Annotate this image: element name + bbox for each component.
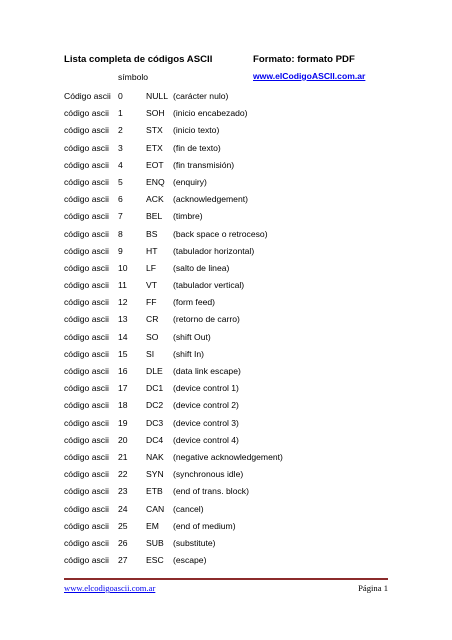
code-label: código ascii: [64, 486, 109, 497]
code-abbreviation: DC1: [146, 383, 164, 394]
code-number: 13: [118, 314, 128, 325]
code-label: código ascii: [64, 400, 109, 411]
code-number: 19: [118, 417, 128, 428]
code-description: (negative acknowledgement): [173, 451, 283, 462]
list-item: [0, 503, 452, 520]
code-label: código ascii: [64, 194, 109, 205]
code-abbreviation: SYN: [146, 469, 164, 480]
code-abbreviation: CAN: [146, 503, 165, 514]
code-description: (inicio encabezado): [173, 108, 248, 119]
list-item: [0, 485, 452, 502]
list-item: [0, 210, 452, 227]
page-number: Página 1: [358, 583, 388, 593]
code-number: 6: [118, 194, 123, 205]
code-description: (salto de linea): [173, 262, 230, 273]
code-number: 22: [118, 469, 128, 480]
code-abbreviation: LF: [146, 262, 157, 273]
code-description: (device control 2): [173, 400, 239, 411]
code-number: 9: [118, 245, 123, 256]
list-item: [0, 417, 452, 434]
code-number: 25: [118, 520, 128, 531]
code-abbreviation: ETX: [146, 142, 163, 153]
code-description: (device control 4): [173, 434, 239, 445]
code-label: código ascii: [64, 451, 109, 462]
code-abbreviation: NAK: [146, 451, 164, 462]
code-description: (retorno de carro): [173, 314, 240, 325]
code-label: código ascii: [64, 297, 109, 308]
code-number: 1: [118, 108, 123, 119]
code-number: 3: [118, 142, 123, 153]
footer-website-link[interactable]: www.elcodigoascii.com.ar: [64, 583, 156, 593]
code-abbreviation: SUB: [146, 537, 164, 548]
code-abbreviation: HT: [146, 245, 158, 256]
list-item: [0, 554, 452, 571]
code-label: código ascii: [64, 280, 109, 291]
symbol-column-heading: símbolo: [118, 72, 149, 82]
code-description: (end of trans. block): [173, 486, 249, 497]
code-abbreviation: VT: [146, 280, 157, 291]
code-description: (substitute): [173, 537, 216, 548]
code-label: código ascii: [64, 383, 109, 394]
code-abbreviation: BEL: [146, 211, 163, 222]
code-abbreviation: DC3: [146, 417, 164, 428]
code-number: 2: [118, 125, 123, 136]
list-item: [0, 159, 452, 176]
list-item: [0, 313, 452, 330]
code-abbreviation: SO: [146, 331, 159, 342]
code-description: (tabulador horizontal): [173, 245, 255, 256]
code-description: (enquiry): [173, 176, 207, 187]
format-label: Formato: formato PDF: [253, 54, 355, 65]
code-description: (device control 1): [173, 383, 239, 394]
code-number: 4: [118, 159, 123, 170]
code-number: 21: [118, 451, 128, 462]
code-abbreviation: EM: [146, 520, 159, 531]
page-title: Lista completa de códigos ASCII: [64, 54, 213, 65]
code-abbreviation: SOH: [146, 108, 165, 119]
code-label: código ascii: [64, 503, 109, 514]
list-item: [0, 468, 452, 485]
code-label: código ascii: [64, 176, 109, 187]
code-description: (cancel): [173, 503, 204, 514]
list-item: [0, 279, 452, 296]
list-item: [0, 331, 452, 348]
list-item: [0, 365, 452, 382]
code-label: código ascii: [64, 366, 109, 376]
code-description: (data link escape): [173, 366, 241, 376]
list-item: [0, 520, 452, 537]
code-abbreviation: SI: [146, 348, 155, 359]
list-item: [0, 193, 452, 210]
code-label: código ascii: [64, 520, 109, 531]
code-label: código ascii: [64, 142, 109, 153]
code-abbreviation: CR: [146, 314, 159, 325]
list-item: [0, 348, 452, 365]
code-label: código ascii: [64, 211, 109, 222]
code-label: código ascii: [64, 537, 109, 548]
code-label: código ascii: [64, 159, 109, 170]
code-number: 8: [118, 228, 123, 239]
code-description: (end of medium): [173, 520, 236, 531]
code-description: (tabulador vertical): [173, 280, 245, 291]
ascii-code-list: [0, 90, 452, 571]
code-label: código ascii: [64, 125, 109, 136]
code-description: (form feed): [173, 297, 216, 308]
list-item: [0, 142, 452, 159]
list-item: [0, 296, 452, 313]
code-description: (shift In): [173, 348, 205, 359]
list-item: [0, 245, 452, 262]
code-number: 14: [118, 331, 128, 342]
code-label: código ascii: [64, 331, 109, 342]
list-item: [0, 434, 452, 451]
list-item: [0, 399, 452, 416]
code-label: código ascii: [64, 228, 109, 239]
code-abbreviation: ACK: [146, 194, 164, 205]
code-description: (device control 3): [173, 417, 239, 428]
header-website-link[interactable]: www.elCodigoASCII.com.ar: [253, 71, 366, 81]
code-description: (carácter nulo): [173, 91, 229, 101]
code-abbreviation: ENQ: [146, 176, 165, 187]
code-number: 17: [118, 383, 128, 394]
code-number: 11: [118, 280, 127, 291]
code-description: (back space o retroceso): [173, 228, 268, 239]
code-description: (escape): [173, 555, 207, 566]
list-item: [0, 107, 452, 124]
code-number: 27: [118, 555, 128, 566]
list-item: [0, 382, 452, 399]
code-number: 12: [118, 297, 128, 308]
code-label: Código ascii: [64, 91, 111, 101]
code-number: 26: [118, 537, 128, 548]
list-item: [0, 262, 452, 279]
code-abbreviation: ESC: [146, 555, 164, 566]
list-item: [0, 90, 452, 107]
code-description: (synchronous idle): [173, 469, 244, 480]
code-description: (inicio texto): [173, 125, 220, 136]
code-abbreviation: DC4: [146, 434, 164, 445]
code-number: 23: [118, 486, 128, 497]
code-label: código ascii: [64, 417, 109, 428]
code-description: (timbre): [173, 211, 203, 222]
code-label: código ascii: [64, 348, 109, 359]
code-label: código ascii: [64, 314, 109, 325]
code-number: 16: [118, 366, 128, 376]
code-number: 7: [118, 211, 123, 222]
code-number: 20: [118, 434, 128, 445]
list-item: [0, 176, 452, 193]
code-number: 0: [118, 91, 123, 101]
code-description: (acknowledgement): [173, 194, 248, 205]
code-number: 18: [118, 400, 128, 411]
list-item: [0, 451, 452, 468]
code-description: (shift Out): [173, 331, 211, 342]
code-abbreviation: BS: [146, 228, 158, 239]
code-label: código ascii: [64, 469, 109, 480]
code-description: (fin de texto): [173, 142, 221, 153]
code-abbreviation: FF: [146, 297, 157, 308]
code-label: código ascii: [64, 245, 109, 256]
code-abbreviation: DC2: [146, 400, 164, 411]
code-number: 5: [118, 176, 123, 187]
code-number: 15: [118, 348, 128, 359]
list-item: [0, 124, 452, 141]
list-item: [0, 228, 452, 245]
code-abbreviation: ETB: [146, 486, 163, 497]
code-number: 10: [118, 262, 128, 273]
code-abbreviation: EOT: [146, 159, 164, 170]
code-label: código ascii: [64, 555, 109, 566]
code-label: código ascii: [64, 434, 109, 445]
code-number: 24: [118, 503, 128, 514]
code-label: código ascii: [64, 262, 109, 273]
code-abbreviation: NULL: [146, 91, 168, 101]
code-abbreviation: STX: [146, 125, 163, 136]
code-abbreviation: DLE: [146, 366, 163, 376]
code-description: (fin transmisión): [173, 159, 235, 170]
list-item: [0, 537, 452, 554]
code-label: código ascii: [64, 108, 109, 119]
footer-divider: [64, 578, 388, 580]
